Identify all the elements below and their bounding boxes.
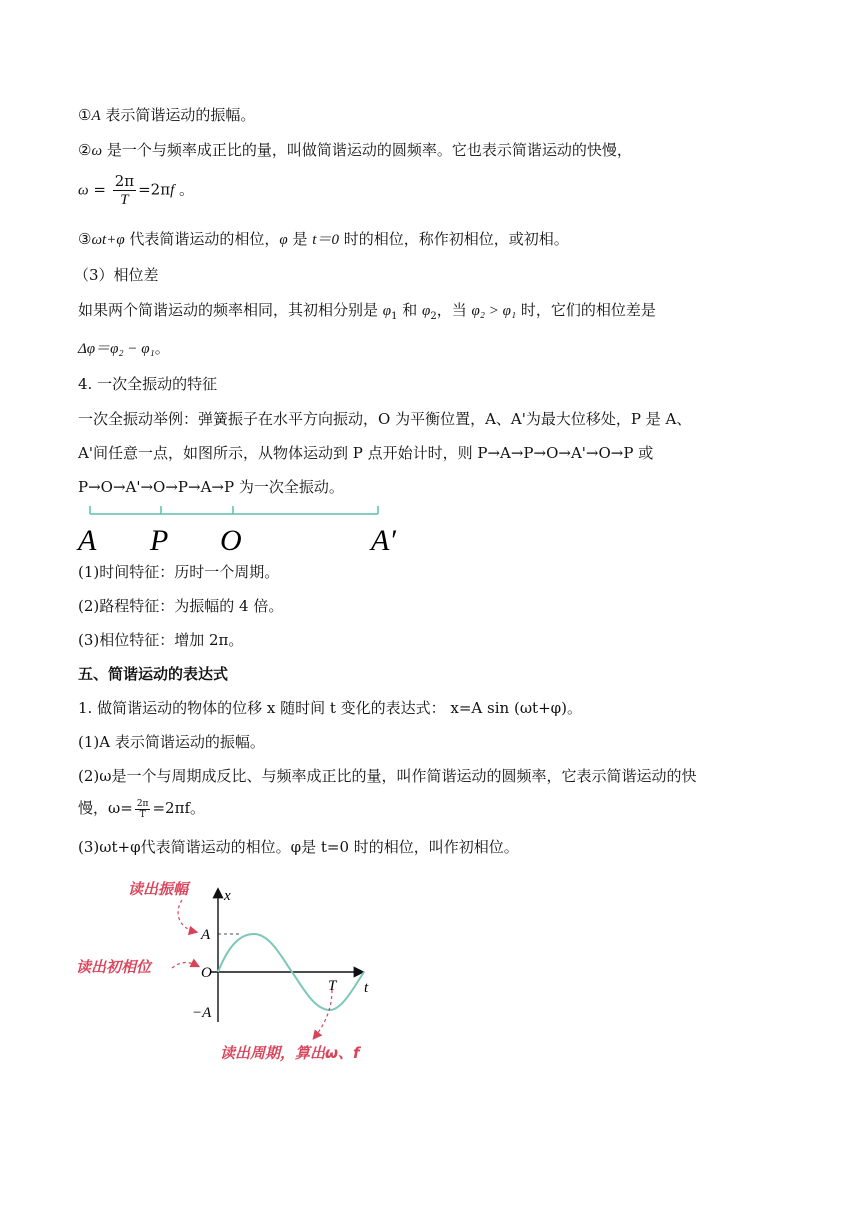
label-a: A (78, 524, 97, 557)
arrow-amplitude (178, 900, 196, 932)
section-4-heading: 4. 一次全振动的特征 (78, 375, 218, 393)
label-p: P (150, 524, 169, 557)
phase-definition: ③ωt+φ 代表简谐运动的相位，φ 是 t＝0 时的相位，称作初相位，或初相。 (78, 230, 569, 248)
section-5-line-5: (3)ωt+φ代表简谐运动的相位。φ是 t=0 时的相位，叫作初相位。 (78, 838, 519, 856)
section-5-line-1: 1. 做简谐运动的物体的位移 x 随时间 t 变化的表达式： x=A sin (ωt+φ)。 (78, 699, 582, 717)
t-axis-label: t (364, 980, 369, 996)
section-5-line-4: 慢，ω= $\frac{2\pi}{T}$ =2πf。 (78, 798, 205, 820)
section-5-line-2: (1)A 表示简谐运动的振幅。 (78, 733, 265, 751)
feature-time: (1)时间特征：历时一个周期。 (78, 563, 280, 581)
feature-phase: (3)相位特征：增加 2π。 (78, 631, 244, 649)
section-5-heading: 五、简谐运动的表达式 (78, 665, 229, 683)
period-label: T (328, 978, 337, 994)
section-5-line-3: (2)ω是一个与周期成反比、与频率成正比的量，叫作简谐运动的圆频率，它表示简谐运动的快 (78, 767, 697, 785)
phase-difference-formula: Δφ＝φ₂ − φ₁。 (78, 339, 170, 357)
phase-difference-heading: （3）相位差 (74, 266, 159, 284)
note-read-amplitude: 读出振幅 (128, 880, 189, 898)
angular-frequency-definition: ②ω 是一个与频率成正比的量，叫做简谐运动的圆频率。它也表示简谐运动的快慢， (78, 141, 632, 159)
neg-amplitude-label: −A (192, 1005, 212, 1021)
label-a-prime: A′ (371, 524, 396, 557)
amplitude-definition: ①A 表示简谐运动的振幅。 (78, 106, 256, 124)
oscillation-axis-figure (76, 500, 406, 558)
arrow-period (314, 990, 332, 1038)
origin-label: O (201, 965, 212, 981)
arrow-initial-phase (172, 963, 198, 969)
amplitude-label: A (201, 927, 211, 943)
omega-fraction: $\frac{2\pi}{T}$ (114, 172, 135, 208)
x-axis-label: x (224, 888, 231, 904)
omega-formula: ω = $\frac{2\pi}{T}$ =2πf 。 (78, 172, 195, 208)
omega-small-fraction: $\frac{2\pi}{T}$ (136, 798, 149, 820)
label-o: O (220, 524, 242, 557)
section-4-line-1: 一次全振动举例：弹簧振子在水平方向振动，O 为平衡位置，A、A'为最大位移处，P 是 A、 (78, 410, 692, 428)
sine-graph-figure (70, 872, 410, 1072)
note-read-period: 读出周期，算出ω、f (220, 1044, 360, 1062)
section-4-line-3: P→O→A'→O→P→A→P 为一次全振动。 (78, 478, 344, 496)
section-4-line-2: A'间任意一点，如图所示，从物体运动到 P 点开始计时，则 P→A→P→O→A'→O→P 或 (78, 444, 654, 462)
phase-difference-text: 如果两个简谐运动的频率相同，其初相分别是 $\varphi_1$ 和 $\varphi_2$，当 φ₂ > φ₁ 时，它们的相位差是 (78, 301, 656, 322)
feature-distance: (2)路程特征：为振幅的 4 倍。 (78, 597, 284, 615)
note-read-initial-phase: 读出初相位 (76, 958, 152, 976)
